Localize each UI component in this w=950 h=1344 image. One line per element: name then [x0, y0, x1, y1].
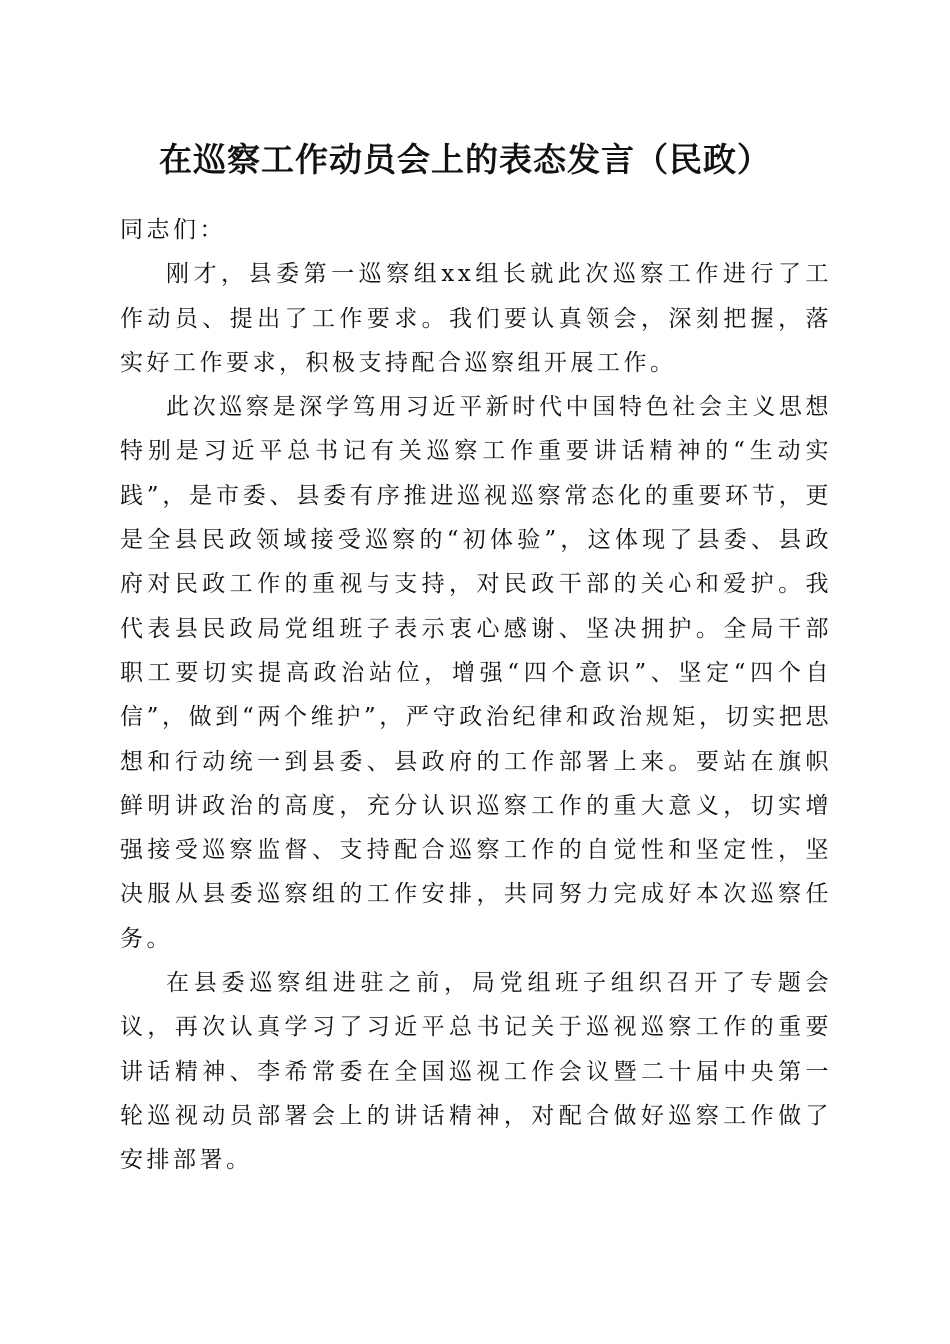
paragraph-2: 此次巡察是深学笃用习近平新时代中国特色社会主义思想特别是习近平总书记有关巡察工作重要讲话精神的“生动实践”，是市委、县委有序推进巡视巡察常态化的重要环节，更是全县民政领域接受巡察的“初体验”，这体现了县委、县政府对民政工作的重视与支持，对民政干部的关心和爱护。我代表县民政局党组班子表示衷心感谢、坚决拥护。全局干部职工要切实提高政治站位，增强“四个意识”、坚定“四个自信”，做到“两个维护”，严守政治纪律和政治规矩，切实把思想和行动统一到县委、县政府的工作部署上来。要站在旗帜鲜明讲政治的高度，充分认识巡察工作的重大意义，切实增强接受巡察监督、支持配合巡察工作的自觉性和坚定性，坚决服从县委巡察组的工作安排，共同努力完成好本次巡察任务。 — [120, 394, 832, 952]
document-body — [120, 208, 832, 1183]
salutation: 同志们： — [120, 217, 226, 243]
document-title: 在巡察工作动员会上的表态发言（民政） — [159, 140, 771, 179]
paragraph-1: 刚才，县委第一巡察组xx组长就此次巡察工作进行了工作动员、提出了工作要求。我们要认真领会，深刻把握，落实好工作要求，积极支持配合巡察组开展工作。 — [120, 261, 832, 376]
paragraph-3: 在县委巡察组进驻之前，局党组班子组织召开了专题会议，再次认真学习了习近平总书记关于巡视巡察工作的重要讲话精神、李希常委在全国巡视工作会议暨二十届中央第一轮巡视动员部署会上的讲话精神，对配合做好巡察工作做了安排部署。 — [120, 970, 832, 1174]
